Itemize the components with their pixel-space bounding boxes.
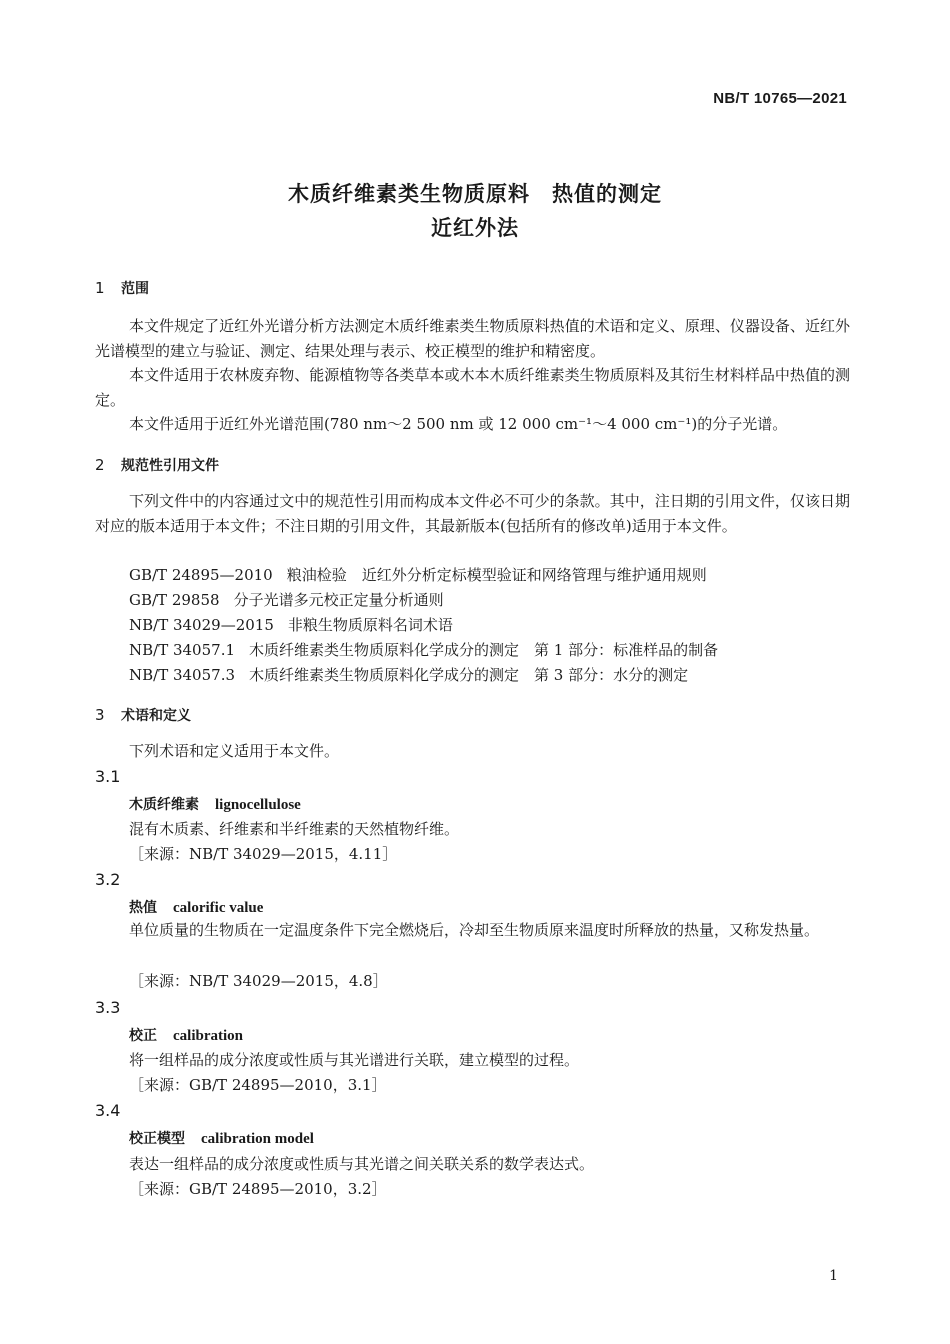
page-number: 1	[829, 1268, 838, 1284]
section-title: 术语和定义	[121, 708, 191, 724]
reference-title: 木质纤维素类生物质原料化学成分的测定 第 1 部分：标准样品的制备	[249, 641, 719, 659]
section-1-heading	[95, 278, 149, 298]
term-entry	[129, 1128, 314, 1148]
term-definition: 将一组样品的成分浓度或性质与其光谱进行关联，建立模型的过程。	[129, 1051, 580, 1069]
document-title: 木质纤维素类生物质原料 热值的测定	[288, 182, 662, 206]
term-definition: 单位质量的生物质在一定温度条件下完全燃烧后，冷却至生物质原来温度时所释放的热量，又称发热量。	[129, 921, 820, 939]
terms-intro: 下列术语和定义适用于本文件。	[129, 742, 340, 760]
term-number: 3.1	[95, 767, 121, 786]
section-2-heading	[95, 455, 219, 475]
term-english: lignocellulose	[215, 797, 301, 813]
term-source: ［来源：GB/T 24895—2010，3.2］	[129, 1180, 387, 1198]
reference-code: GB/T 24895—2010	[129, 566, 273, 584]
term-source: ［来源：NB/T 34029—2015，4.11］	[129, 845, 398, 863]
scope-paragraph-3: 本文件适用于近红外光谱范围(780 nm～2 500 nm 或 12 000 cm⁻¹～4 000 cm⁻¹)的分子光谱。	[129, 415, 788, 433]
reference-item	[129, 614, 453, 635]
term-chinese: 木质纤维素	[129, 797, 199, 813]
term-source: ［来源：GB/T 24895—2010，3.1］	[129, 1076, 387, 1094]
term-number: 3.3	[95, 998, 121, 1017]
section-number: 2	[95, 456, 105, 474]
term-entry	[129, 1025, 243, 1045]
term-english: calibration model	[201, 1131, 314, 1147]
normative-references-paragraph: 下列文件中的内容通过文中的规范性引用而构成本文件必不可少的条款。其中，注日期的引用文件，仅该日期对应的版本适用于本文件；不注日期的引用文件，其最新版本(包括所有的修改单)适用于本文件。	[95, 492, 850, 535]
reference-item	[129, 664, 688, 685]
reference-title: 非粮生物质原料名词术语	[287, 616, 453, 634]
reference-code: NB/T 34057.1	[129, 641, 236, 659]
term-chinese: 热值	[129, 900, 157, 916]
reference-title: 分子光谱多元校正定量分析通则	[233, 591, 444, 609]
reference-item	[129, 639, 718, 660]
section-3-heading	[95, 705, 191, 725]
term-source: ［来源：NB/T 34029—2015，4.8］	[129, 972, 388, 990]
term-number: 3.2	[95, 870, 121, 889]
reference-title: 粮油检验 近红外分析定标模型验证和网络管理与维护通用规则	[286, 566, 707, 584]
term-chinese: 校正模型	[129, 1131, 185, 1147]
term-number: 3.4	[95, 1101, 121, 1120]
document-subtitle: 近红外法	[431, 216, 519, 240]
reference-code: NB/T 34057.3	[129, 666, 236, 684]
standard-code: NB/T 10765—2021	[713, 90, 847, 107]
reference-item	[129, 564, 707, 585]
term-definition: 混有木质素、纤维素和半纤维素的天然植物纤维。	[129, 820, 460, 838]
term-chinese: 校正	[129, 1028, 157, 1044]
reference-code: GB/T 29858	[129, 591, 220, 609]
reference-title: 木质纤维素类生物质原料化学成分的测定 第 3 部分：水分的测定	[249, 666, 689, 684]
scope-paragraph-1: 本文件规定了近红外光谱分析方法测定木质纤维素类生物质原料热值的术语和定义、原理、仪器设备、近红外光谱模型的建立与验证、测定、结果处理与表示、校正模型的维护和精密度。	[95, 317, 850, 360]
term-english: calibration	[173, 1028, 243, 1044]
section-title: 范围	[121, 281, 149, 297]
term-entry	[129, 794, 301, 814]
scope-paragraph-2: 本文件适用于农林废弃物、能源植物等各类草本或木本木质纤维素类生物质原料及其衍生材料样品中热值的测定。	[95, 366, 850, 409]
section-title: 规范性引用文件	[121, 458, 219, 474]
term-entry	[129, 897, 263, 917]
section-number: 1	[95, 279, 105, 297]
reference-code: NB/T 34029—2015	[129, 616, 274, 634]
section-number: 3	[95, 706, 105, 724]
term-definition: 表达一组样品的成分浓度或性质与其光谱之间关联关系的数学表达式。	[129, 1155, 595, 1173]
reference-item	[129, 589, 444, 610]
term-english: calorific value	[173, 900, 264, 916]
